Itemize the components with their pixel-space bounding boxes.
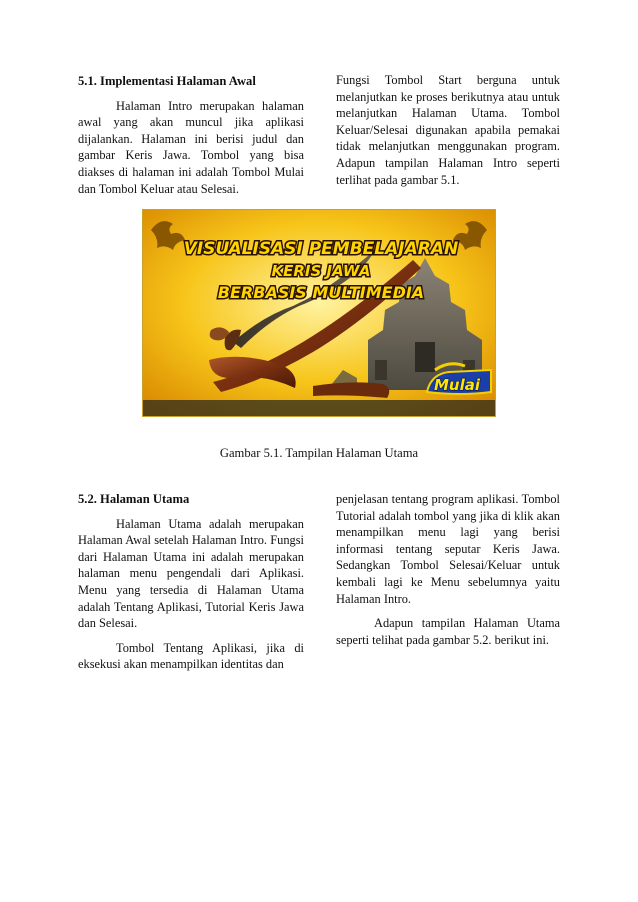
section2-left-column bbox=[78, 491, 304, 673]
section1-heading: 5.1. Implementasi Halaman Awal bbox=[78, 74, 256, 88]
title-line-1: VISUALISASI PEMBELAJARAN bbox=[183, 239, 459, 259]
figure-caption: Gambar 5.1. Tampilan Halaman Utama bbox=[219, 446, 419, 460]
section2-right-paragraph-2: Adapun tampilan Halaman Utama seperti telihat pada gambar 5.2. berikut ini. bbox=[336, 616, 560, 647]
mulai-button-label: Mulai bbox=[433, 376, 481, 394]
section1-left-column bbox=[78, 73, 304, 197]
title-line-2: KERIS JAWA bbox=[271, 262, 371, 280]
intro-screen-figure bbox=[142, 209, 496, 417]
title-line-3: BERBASIS MULTIMEDIA bbox=[217, 283, 425, 302]
section1-right-column bbox=[336, 72, 560, 188]
section2-left-paragraph-2: Tombol Tentang Aplikasi, jika di eksekusi akan menampilkan identitas dan bbox=[78, 640, 304, 672]
intro-screen-illustration bbox=[143, 210, 495, 416]
section2-right-column bbox=[336, 491, 560, 648]
section2-left-paragraph-1: Halaman Utama adalah merupakan Halaman Awal setelah Halaman Intro. Fungsi dari Halaman Utama ini adalah merupakan halaman menu pengendali dari Aplikasi. Menu yang tersedia di Halaman Utama adalah Tentang Aplikasi, Tutorial Keris Jawa dan Selesai. bbox=[78, 516, 304, 631]
section1-left-paragraph: Halaman Intro merupakan halaman awal yang akan muncul jika aplikasi dijalankan. Halaman ini berisi judul dan gambar Keris Jawa. Tombol yang bisa diakses di halaman ini adalah Tombol Mulai dan Tombol Keluar atau Selesai. bbox=[78, 98, 304, 196]
section2-right-paragraph-1: penjelasan tentang program aplikasi. Tombol Tutorial adalah tombol yang jika di klik akan menampilkan menu lagi yang berisi informasi tentang seputar Keris Jawa. Sedangkan Tombol Selesai/Keluar untuk kembali lagi ke Menu sebelumnya yaitu Halaman Intro. bbox=[336, 492, 560, 606]
section2-heading: 5.2. Halaman Utama bbox=[78, 492, 190, 506]
section1-right-paragraph: Fungsi Tombol Start berguna untuk melanjutkan ke proses berikutnya atau untuk melanjutkan Halaman Utama. Tombol Keluar/Selesai digunakan apabila pemakai tidak melanjutkan menggunakan program. Adapun tampilan Halaman Intro seperti terlihat pada gambar 5.1. bbox=[336, 73, 560, 187]
